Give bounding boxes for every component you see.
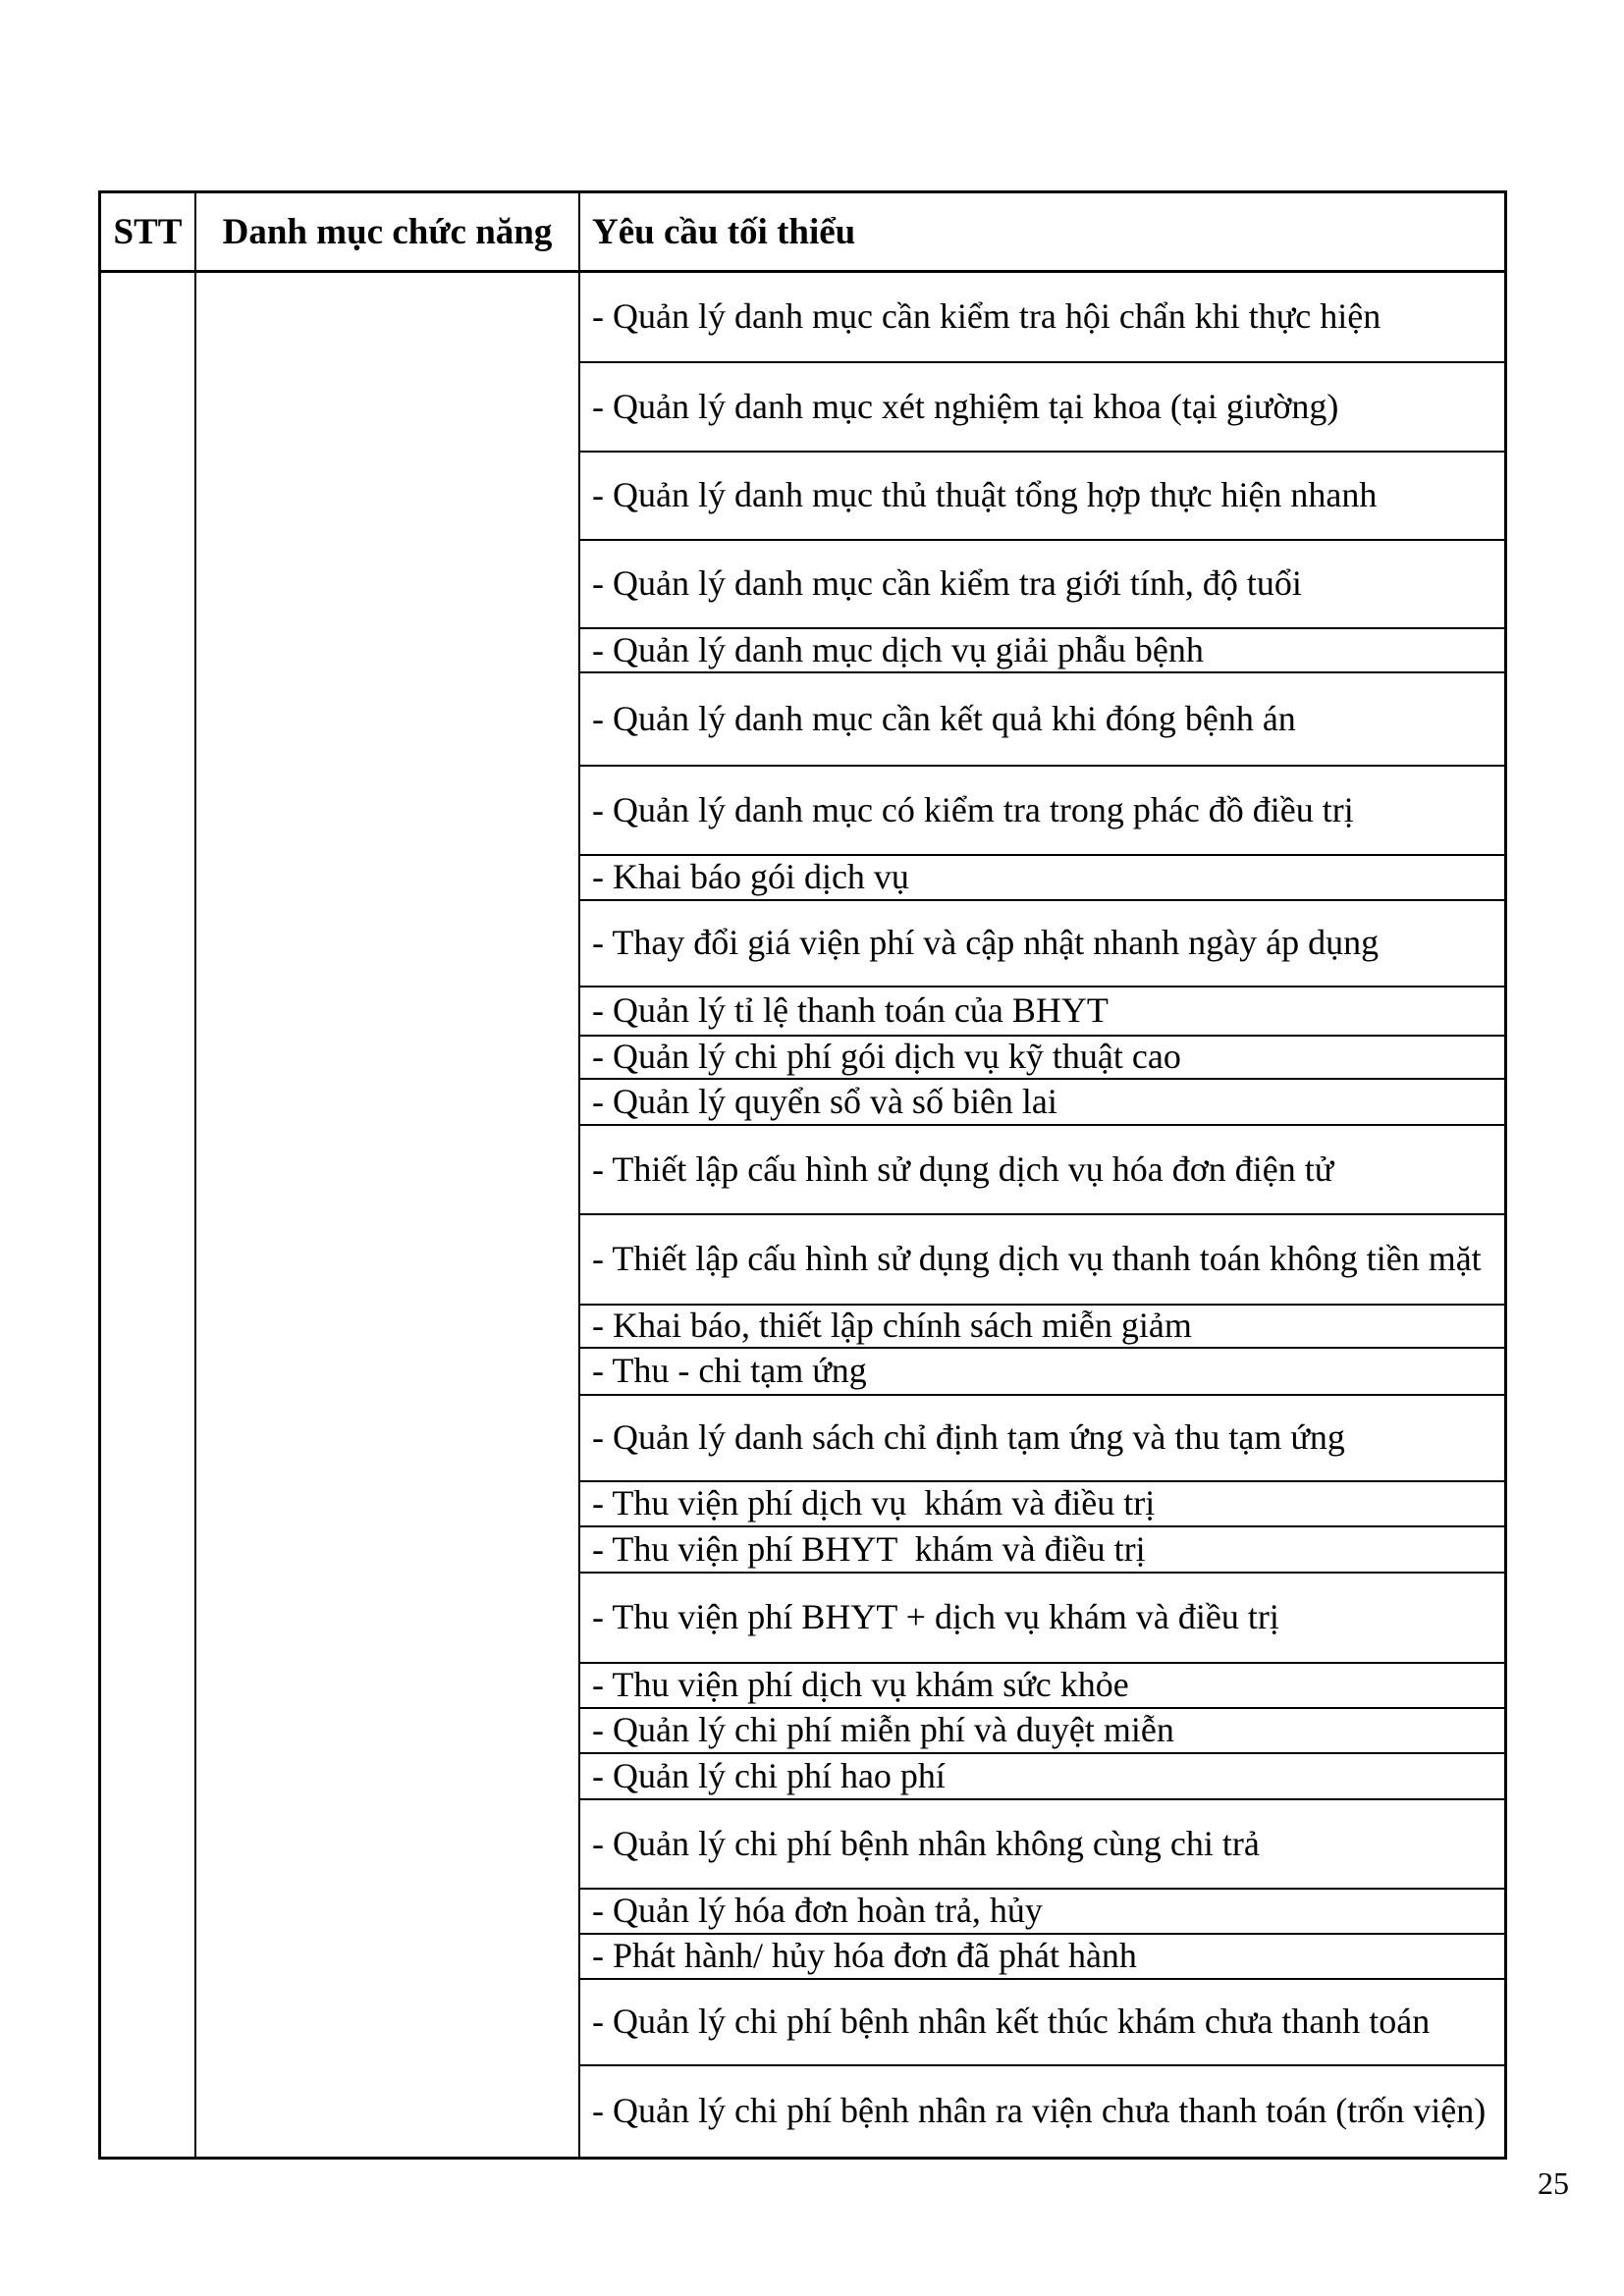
table-row xyxy=(580,856,1504,901)
row-text: - Quản lý chi phí hao phí xyxy=(592,1755,946,1795)
table-header-row xyxy=(101,193,1504,273)
table-row xyxy=(580,453,1504,541)
function-category-column-empty-cell xyxy=(196,273,580,2157)
row-text: - Thiết lập cấu hình sử dụng dịch vụ hóa đơn điện tử xyxy=(592,1148,1334,1189)
row-text: - Phát hành/ hủy hóa đơn đã phát hành xyxy=(592,1936,1137,1976)
table-row xyxy=(580,1527,1504,1574)
row-text: - Quản lý chi phí gói dịch vụ kỹ thuật cao xyxy=(592,1037,1181,1077)
row-text: - Khai báo, thiết lập chính sách miễn giảm xyxy=(592,1306,1192,1346)
row-text: - Thu viện phí dịch vụ khám và điều trị xyxy=(592,1483,1156,1523)
row-text: - Quản lý chi phí bệnh nhân ra viện chưa thanh toán (trốn viện) xyxy=(592,2091,1487,2131)
table-row xyxy=(580,1754,1504,1800)
row-text: - Quản lý chi phí miễn phí và duyệt miễn xyxy=(592,1710,1174,1750)
row-text: - Quản lý danh mục có kiểm tra trong phác đồ điều trị xyxy=(592,789,1354,829)
table-row xyxy=(580,629,1504,673)
table-row xyxy=(580,1080,1504,1126)
stt-column-empty-cell xyxy=(101,273,196,2157)
table-row xyxy=(580,1126,1504,1215)
row-text: - Thu - chi tạm ứng xyxy=(592,1351,867,1391)
row-text: - Quản lý danh mục thủ thuật tổng hợp thực hiện nhanh xyxy=(592,475,1378,515)
table-row xyxy=(580,1037,1504,1080)
row-text: - Quản lý quyển sổ và số biên lai xyxy=(592,1081,1057,1121)
table-row xyxy=(580,1215,1504,1306)
row-text: - Khai báo gói dịch vụ xyxy=(592,857,909,897)
table-row xyxy=(580,1396,1504,1482)
table-row xyxy=(580,1664,1504,1709)
row-text: - Quản lý chi phí bệnh nhân không cùng chi trả xyxy=(592,1823,1260,1863)
row-text: - Thiết lập cấu hình sử dụng dịch vụ thanh toán không tiền mặt xyxy=(592,1239,1482,1279)
table-row xyxy=(580,1482,1504,1527)
row-text: - Thay đổi giá viện phí và cập nhật nhanh ngày áp dụng xyxy=(592,923,1380,963)
row-text: - Quản lý hóa đơn hoàn trả, hủy xyxy=(592,1891,1043,1931)
table-row xyxy=(580,988,1504,1037)
table-row xyxy=(580,767,1504,856)
row-text: - Quản lý danh mục dịch vụ giải phẫu bệnh xyxy=(592,629,1204,669)
row-text: - Quản lý tỉ lệ thanh toán của BHYT xyxy=(592,990,1109,1031)
requirements-rows xyxy=(580,273,1504,2157)
table-row xyxy=(580,273,1504,363)
table-row xyxy=(580,1709,1504,1754)
header-cell-stt: STT xyxy=(101,193,196,270)
row-text: - Thu viện phí BHYT + dịch vụ khám và điều trị xyxy=(592,1597,1279,1637)
row-text: - Thu viện phí BHYT khám và điều trị xyxy=(592,1528,1146,1569)
row-text: - Quản lý chi phí bệnh nhân kết thúc khám chưa thanh toán xyxy=(592,2002,1431,2042)
table-row xyxy=(580,2066,1504,2157)
table-row xyxy=(580,1800,1504,1890)
table-row xyxy=(580,1980,1504,2066)
table-row xyxy=(580,363,1504,453)
table-row xyxy=(580,1349,1504,1396)
requirements-table xyxy=(98,190,1507,2160)
page-number: 25 xyxy=(1538,2165,1569,2201)
row-text: - Thu viện phí dịch vụ khám sức khỏe xyxy=(592,1665,1129,1705)
row-text: - Quản lý danh mục cần kết quả khi đóng bệnh án xyxy=(592,698,1296,738)
row-text: - Quản lý danh mục xét nghiệm tại khoa (tại giường) xyxy=(592,386,1339,426)
header-cell-minimum-requirements: Yêu cầu tối thiểu xyxy=(592,211,856,252)
table-row xyxy=(580,673,1504,767)
table-row xyxy=(580,1890,1504,1935)
header-cell-function-category: Danh mục chức năng xyxy=(196,193,580,270)
table-row xyxy=(580,1574,1504,1664)
row-text: - Quản lý danh mục cần kiểm tra giới tính, độ tuổi xyxy=(592,563,1302,604)
table-row xyxy=(580,1935,1504,1980)
table-row xyxy=(580,1306,1504,1349)
table-body xyxy=(101,273,1504,2157)
table-row xyxy=(580,901,1504,988)
row-text: - Quản lý danh sách chỉ định tạm ứng và thu tạm ứng xyxy=(592,1417,1345,1458)
table-row xyxy=(580,541,1504,629)
row-text: - Quản lý danh mục cần kiểm tra hội chẩn khi thực hiện xyxy=(592,296,1381,337)
